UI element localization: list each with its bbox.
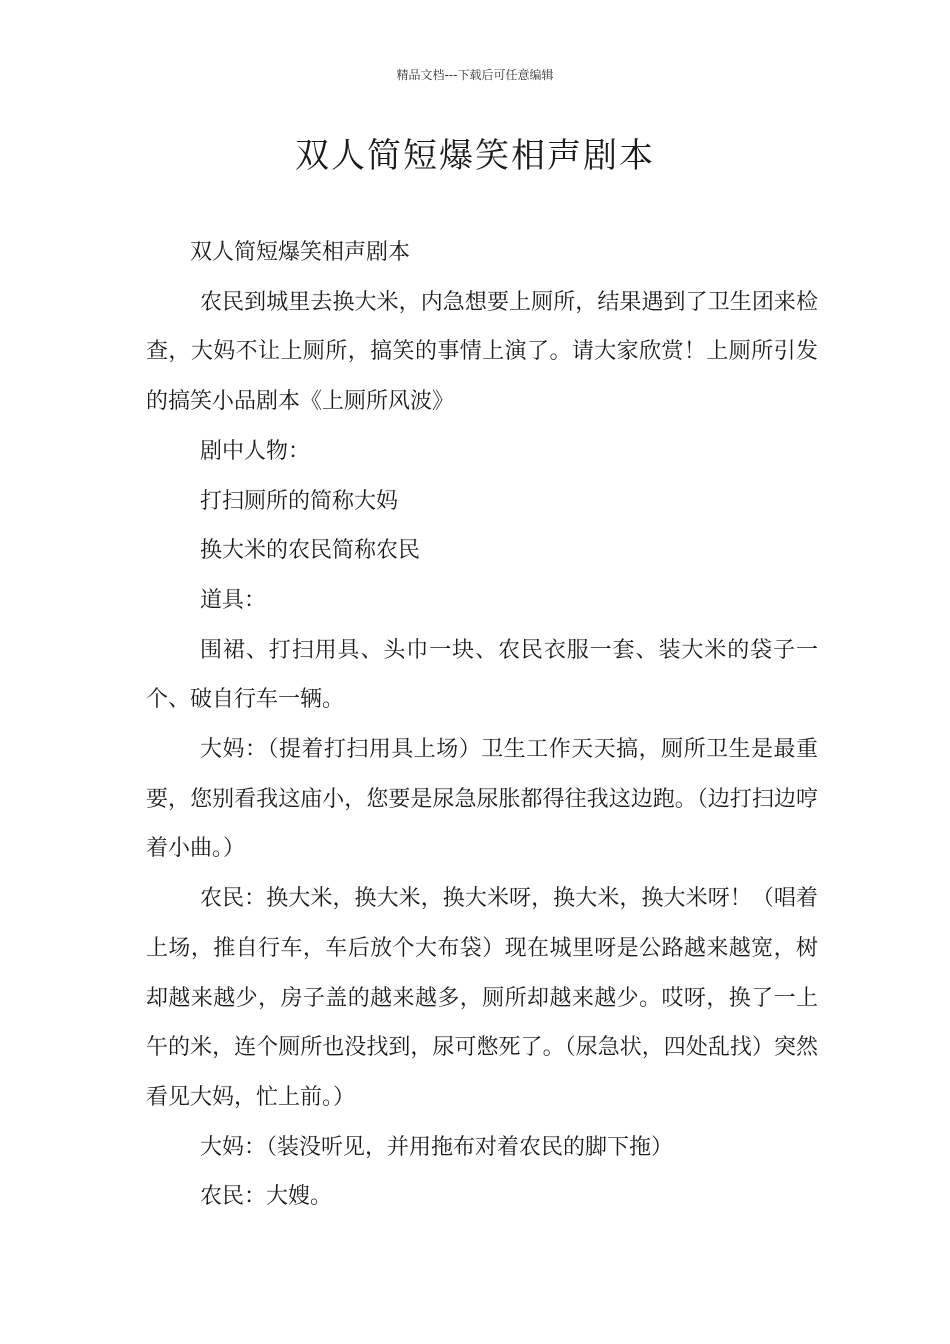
- paragraph-subtitle: 双人简短爆笑相声剧本: [190, 240, 411, 265]
- paragraph-props-list: 围裙、打扫用具、头巾一块、农民衣服一套、装大米的袋子一个、破自行车一辆。: [146, 637, 818, 713]
- paragraph-characters-heading: 剧中人物：: [200, 438, 311, 464]
- paragraph-dialogue: 大妈：（装没听见，并用拖布对着农民的脚下拖）: [200, 1134, 674, 1160]
- paragraph-character-dama: 打扫厕所的简称大妈: [200, 488, 399, 514]
- document-body: [146, 228, 818, 1222]
- paragraph-character-nongmin: 换大米的农民简称农民: [200, 538, 421, 564]
- paragraph-dialogue: 农民：大嫂。: [200, 1184, 333, 1210]
- paragraph-intro: 农民到城里去换大米，内急想要上厕所，结果遇到了卫生团来检查，大妈不让上厕所，搞笑的事情上演了。请大家欣赏！上厕所引发的搞笑小品剧本《上厕所风波》: [146, 289, 818, 415]
- paragraph-dialogue: 大妈：（提着打扫用具上场）卫生工作天天搞，厕所卫生是最重要，您别看我这庙小，您要是尿急尿胀都得往我这边跑。（边打扫边哼着小曲。）: [146, 737, 818, 862]
- header-note: 精品文档---下载后可任意编辑: [396, 68, 554, 82]
- paragraph-props-heading: 道具：: [200, 587, 267, 613]
- paragraph-dialogue: 农民：换大米，换大米，换大米呀，换大米，换大米呀！（唱着上场，推自行车，车后放个大布袋）现在城里呀是公路越来越宽，树却越来越少，房子盖的越来越多，厕所却越来越少。哎呀，换了一上午的米，连个厕所也没找到，尿可憋死了。（尿急状，四处乱找）突然看见大妈，忙上前。）: [146, 886, 818, 1110]
- document-title: 双人简短爆笑相声剧本: [295, 136, 655, 176]
